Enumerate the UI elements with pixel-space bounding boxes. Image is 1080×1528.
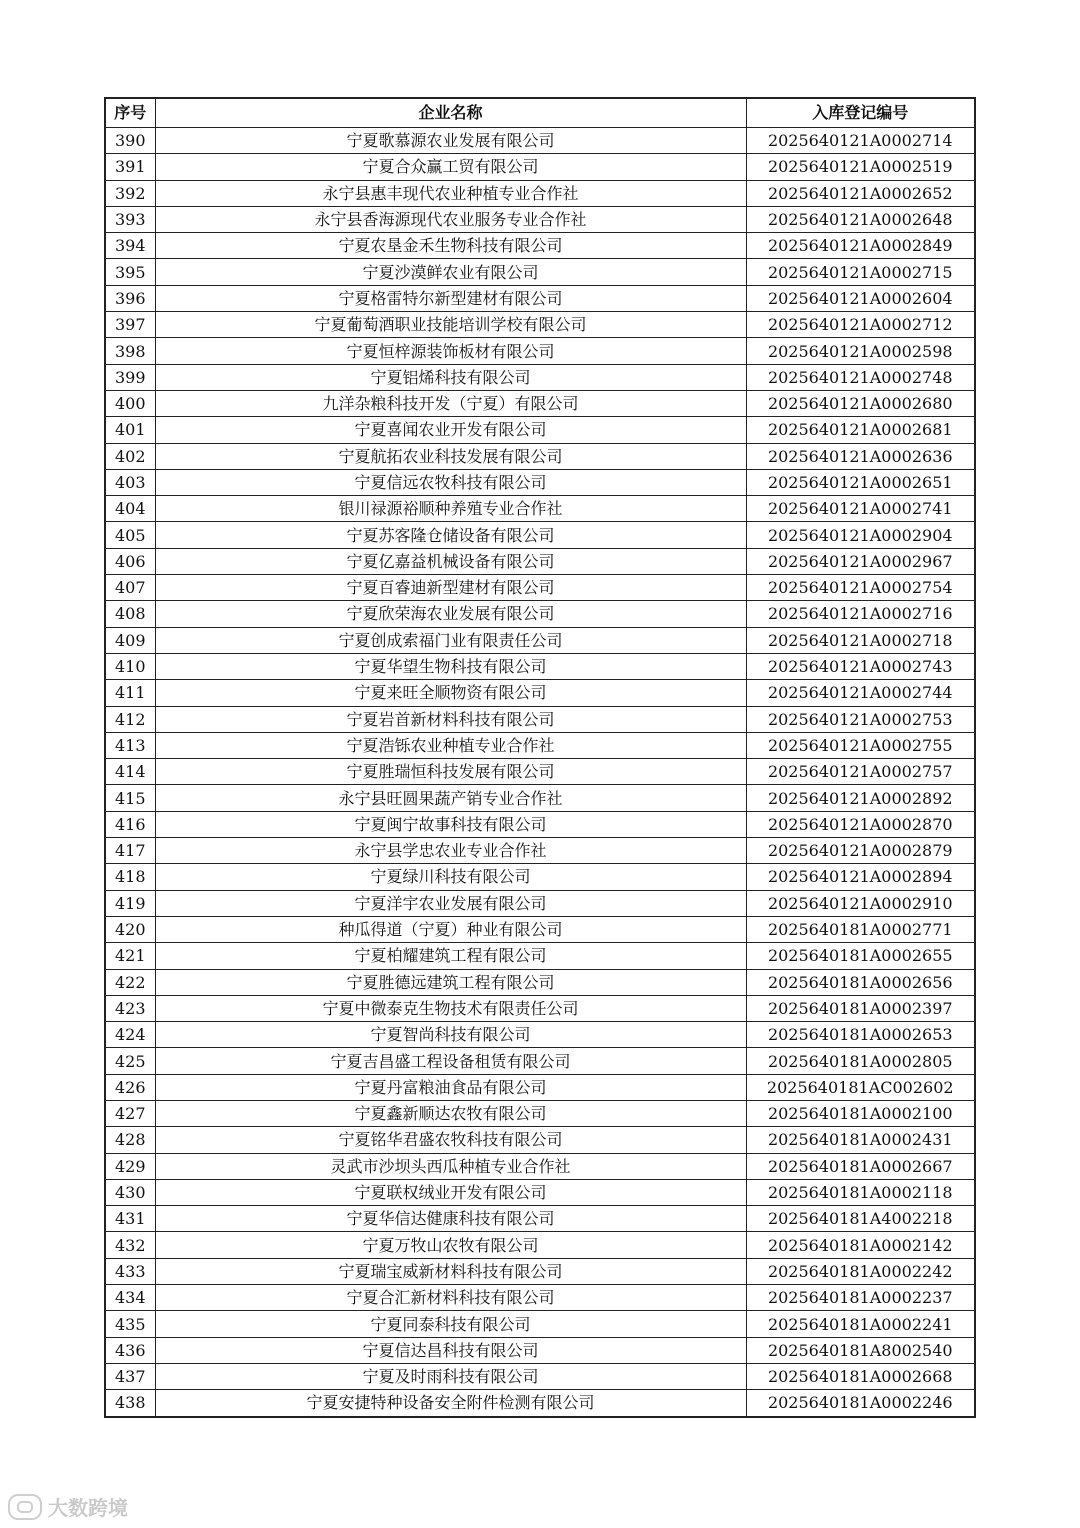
cell-company-name: 宁夏农垦金禾生物科技有限公司 xyxy=(155,233,746,259)
cell-index: 432 xyxy=(105,1232,155,1258)
cell-company-name: 宁夏合汇新材料科技有限公司 xyxy=(155,1285,746,1311)
cell-index: 412 xyxy=(105,706,155,732)
cell-index: 418 xyxy=(105,864,155,890)
cell-company-name: 宁夏瑞宝威新材料科技有限公司 xyxy=(155,1258,746,1284)
cell-registration-number: 2025640181A0002118 xyxy=(746,1179,975,1205)
cell-company-name: 宁夏铭华君盛农牧科技有限公司 xyxy=(155,1127,746,1153)
table-row xyxy=(105,1127,975,1153)
watermark xyxy=(8,1492,128,1521)
cell-company-name: 宁夏航拓农业科技发展有限公司 xyxy=(155,443,746,469)
cell-registration-number: 2025640121A0002519 xyxy=(746,154,975,180)
cell-index: 411 xyxy=(105,680,155,706)
cell-index: 414 xyxy=(105,759,155,785)
cell-index: 430 xyxy=(105,1179,155,1205)
cell-company-name: 宁夏联权绒业开发有限公司 xyxy=(155,1179,746,1205)
cell-registration-number: 2025640121A0002744 xyxy=(746,680,975,706)
cell-registration-number: 2025640121A0002712 xyxy=(746,312,975,338)
cell-company-name: 宁夏信达昌科技有限公司 xyxy=(155,1337,746,1363)
table-row xyxy=(105,128,975,154)
table-row xyxy=(105,259,975,285)
cell-registration-number: 2025640121A0002636 xyxy=(746,443,975,469)
cell-index: 423 xyxy=(105,995,155,1021)
cell-registration-number: 2025640121A0002894 xyxy=(746,864,975,890)
brand-logo-icon xyxy=(8,1494,42,1520)
cell-company-name: 永宁县旺圆果蔬产销专业合作社 xyxy=(155,785,746,811)
cell-index: 415 xyxy=(105,785,155,811)
cell-registration-number: 2025640121A0002681 xyxy=(746,417,975,443)
cell-registration-number: 2025640121A0002714 xyxy=(746,128,975,154)
cell-company-name: 宁夏同泰科技有限公司 xyxy=(155,1311,746,1337)
table-row xyxy=(105,1022,975,1048)
cell-index: 395 xyxy=(105,259,155,285)
cell-index: 410 xyxy=(105,653,155,679)
cell-company-name: 宁夏格雷特尔新型建材有限公司 xyxy=(155,285,746,311)
table-row xyxy=(105,1363,975,1389)
table-row xyxy=(105,1206,975,1232)
table-row xyxy=(105,338,975,364)
cell-registration-number: 2025640181A0002805 xyxy=(746,1048,975,1074)
table-row xyxy=(105,627,975,653)
table-row xyxy=(105,1048,975,1074)
cell-index: 400 xyxy=(105,390,155,416)
cell-index: 394 xyxy=(105,233,155,259)
cell-index: 427 xyxy=(105,1100,155,1126)
cell-registration-number: 2025640181A0002100 xyxy=(746,1100,975,1126)
cell-registration-number: 2025640121A0002598 xyxy=(746,338,975,364)
table-row xyxy=(105,1258,975,1284)
cell-index: 429 xyxy=(105,1153,155,1179)
cell-registration-number: 2025640121A0002716 xyxy=(746,601,975,627)
table-row xyxy=(105,522,975,548)
cell-registration-number: 2025640121A0002651 xyxy=(746,469,975,495)
table-row xyxy=(105,312,975,338)
cell-index: 409 xyxy=(105,627,155,653)
column-header-registration-number: 入库登记编号 xyxy=(746,98,975,128)
cell-index: 436 xyxy=(105,1337,155,1363)
cell-company-name: 宁夏来旺全顺物资有限公司 xyxy=(155,680,746,706)
cell-company-name: 宁夏柏耀建筑工程有限公司 xyxy=(155,943,746,969)
cell-index: 404 xyxy=(105,496,155,522)
table-row xyxy=(105,496,975,522)
cell-index: 425 xyxy=(105,1048,155,1074)
cell-company-name: 宁夏吉昌盛工程设备租赁有限公司 xyxy=(155,1048,746,1074)
cell-index: 408 xyxy=(105,601,155,627)
table-row xyxy=(105,838,975,864)
table-row xyxy=(105,364,975,390)
cell-company-name: 永宁县惠丰现代农业种植专业合作社 xyxy=(155,180,746,206)
cell-index: 434 xyxy=(105,1285,155,1311)
cell-index: 421 xyxy=(105,943,155,969)
cell-registration-number: 2025640121A0002604 xyxy=(746,285,975,311)
cell-company-name: 宁夏胜德远建筑工程有限公司 xyxy=(155,969,746,995)
cell-registration-number: 2025640121A0002904 xyxy=(746,522,975,548)
cell-company-name: 宁夏葡萄酒职业技能培训学校有限公司 xyxy=(155,312,746,338)
cell-index: 426 xyxy=(105,1074,155,1100)
cell-index: 435 xyxy=(105,1311,155,1337)
cell-registration-number: 2025640121A0002892 xyxy=(746,785,975,811)
cell-company-name: 永宁县香海源现代农业服务专业合作社 xyxy=(155,206,746,232)
table-row xyxy=(105,1100,975,1126)
cell-company-name: 种瓜得道（宁夏）种业有限公司 xyxy=(155,916,746,942)
cell-company-name: 宁夏喜闻农业开发有限公司 xyxy=(155,417,746,443)
cell-company-name: 宁夏铝烯科技有限公司 xyxy=(155,364,746,390)
table-row xyxy=(105,1337,975,1363)
cell-index: 417 xyxy=(105,838,155,864)
cell-company-name: 宁夏及时雨科技有限公司 xyxy=(155,1363,746,1389)
table-row xyxy=(105,443,975,469)
column-header-index: 序号 xyxy=(105,98,155,128)
cell-index: 433 xyxy=(105,1258,155,1284)
table-row xyxy=(105,785,975,811)
table-row xyxy=(105,1390,975,1417)
cell-registration-number: 2025640181A0002656 xyxy=(746,969,975,995)
cell-registration-number: 2025640121A0002741 xyxy=(746,496,975,522)
cell-registration-number: 2025640121A0002680 xyxy=(746,390,975,416)
cell-company-name: 宁夏欣荣海农业发展有限公司 xyxy=(155,601,746,627)
cell-registration-number: 2025640181A0002431 xyxy=(746,1127,975,1153)
cell-company-name: 宁夏闽宁故事科技有限公司 xyxy=(155,811,746,837)
cell-registration-number: 2025640121A0002718 xyxy=(746,627,975,653)
cell-index: 413 xyxy=(105,732,155,758)
cell-company-name: 宁夏鑫新顺达农牧有限公司 xyxy=(155,1100,746,1126)
table-row xyxy=(105,285,975,311)
table-row xyxy=(105,706,975,732)
cell-company-name: 宁夏华信达健康科技有限公司 xyxy=(155,1206,746,1232)
cell-company-name: 宁夏沙漠鲜农业有限公司 xyxy=(155,259,746,285)
cell-index: 391 xyxy=(105,154,155,180)
table-row xyxy=(105,390,975,416)
cell-index: 405 xyxy=(105,522,155,548)
table-row xyxy=(105,864,975,890)
cell-registration-number: 2025640181A4002218 xyxy=(746,1206,975,1232)
table-row xyxy=(105,759,975,785)
cell-index: 407 xyxy=(105,575,155,601)
cell-registration-number: 2025640181A0002771 xyxy=(746,916,975,942)
cell-index: 431 xyxy=(105,1206,155,1232)
table-row xyxy=(105,1311,975,1337)
table-row xyxy=(105,653,975,679)
cell-index: 397 xyxy=(105,312,155,338)
table-row xyxy=(105,916,975,942)
cell-company-name: 永宁县学忠农业专业合作社 xyxy=(155,838,746,864)
table-row xyxy=(105,943,975,969)
table-row xyxy=(105,206,975,232)
cell-registration-number: 2025640181A0002667 xyxy=(746,1153,975,1179)
cell-company-name: 灵武市沙坝头西瓜种植专业合作社 xyxy=(155,1153,746,1179)
cell-index: 424 xyxy=(105,1022,155,1048)
cell-registration-number: 2025640181A0002246 xyxy=(746,1390,975,1417)
table-row xyxy=(105,890,975,916)
table-row xyxy=(105,732,975,758)
cell-index: 393 xyxy=(105,206,155,232)
table-row xyxy=(105,1232,975,1258)
cell-registration-number: 2025640121A0002849 xyxy=(746,233,975,259)
table-row xyxy=(105,680,975,706)
cell-company-name: 九洋杂粮科技开发（宁夏）有限公司 xyxy=(155,390,746,416)
enterprise-registry-table xyxy=(104,97,976,1418)
cell-registration-number: 2025640121A0002743 xyxy=(746,653,975,679)
cell-index: 437 xyxy=(105,1363,155,1389)
cell-index: 419 xyxy=(105,890,155,916)
cell-company-name: 宁夏浩铄农业种植专业合作社 xyxy=(155,732,746,758)
cell-index: 422 xyxy=(105,969,155,995)
cell-registration-number: 2025640181A0002241 xyxy=(746,1311,975,1337)
table-row xyxy=(105,154,975,180)
cell-registration-number: 2025640181A8002540 xyxy=(746,1337,975,1363)
cell-index: 392 xyxy=(105,180,155,206)
cell-company-name: 宁夏胜瑞恒科技发展有限公司 xyxy=(155,759,746,785)
table-row xyxy=(105,1179,975,1205)
cell-index: 406 xyxy=(105,548,155,574)
cell-index: 438 xyxy=(105,1390,155,1417)
table-row xyxy=(105,1153,975,1179)
cell-registration-number: 2025640121A0002748 xyxy=(746,364,975,390)
table-row xyxy=(105,601,975,627)
cell-registration-number: 2025640121A0002879 xyxy=(746,838,975,864)
cell-company-name: 宁夏恒梓源装饰板材有限公司 xyxy=(155,338,746,364)
table-row xyxy=(105,233,975,259)
cell-company-name: 宁夏洋宇农业发展有限公司 xyxy=(155,890,746,916)
cell-company-name: 银川禄源裕顺种养殖专业合作社 xyxy=(155,496,746,522)
cell-index: 401 xyxy=(105,417,155,443)
table-row xyxy=(105,1074,975,1100)
cell-registration-number: 2025640121A0002870 xyxy=(746,811,975,837)
cell-registration-number: 2025640121A0002753 xyxy=(746,706,975,732)
cell-company-name: 宁夏创成索福门业有限责任公司 xyxy=(155,627,746,653)
cell-registration-number: 2025640181A0002397 xyxy=(746,995,975,1021)
cell-registration-number: 2025640121A0002757 xyxy=(746,759,975,785)
cell-registration-number: 2025640121A0002967 xyxy=(746,548,975,574)
cell-registration-number: 2025640181A0002142 xyxy=(746,1232,975,1258)
cell-company-name: 宁夏亿嘉益机械设备有限公司 xyxy=(155,548,746,574)
cell-index: 420 xyxy=(105,916,155,942)
table-row xyxy=(105,575,975,601)
cell-index: 428 xyxy=(105,1127,155,1153)
cell-company-name: 宁夏万牧山农牧有限公司 xyxy=(155,1232,746,1258)
cell-company-name: 宁夏岩首新材料科技有限公司 xyxy=(155,706,746,732)
cell-company-name: 宁夏华望生物科技有限公司 xyxy=(155,653,746,679)
column-header-name: 企业名称 xyxy=(155,98,746,128)
cell-company-name: 宁夏百睿迪新型建材有限公司 xyxy=(155,575,746,601)
cell-index: 403 xyxy=(105,469,155,495)
cell-registration-number: 2025640121A0002755 xyxy=(746,732,975,758)
cell-registration-number: 2025640181A0002653 xyxy=(746,1022,975,1048)
table-row xyxy=(105,417,975,443)
cell-company-name: 宁夏安捷特种设备安全附件检测有限公司 xyxy=(155,1390,746,1417)
cell-registration-number: 2025640121A0002754 xyxy=(746,575,975,601)
cell-registration-number: 2025640181A0002668 xyxy=(746,1363,975,1389)
cell-company-name: 宁夏信远农牧科技有限公司 xyxy=(155,469,746,495)
cell-company-name: 宁夏智尚科技有限公司 xyxy=(155,1022,746,1048)
table-row xyxy=(105,995,975,1021)
table-row xyxy=(105,969,975,995)
cell-company-name: 宁夏中微泰克生物技术有限责任公司 xyxy=(155,995,746,1021)
cell-index: 396 xyxy=(105,285,155,311)
table-row xyxy=(105,180,975,206)
cell-company-name: 宁夏丹富粮油食品有限公司 xyxy=(155,1074,746,1100)
cell-index: 402 xyxy=(105,443,155,469)
cell-registration-number: 2025640121A0002715 xyxy=(746,259,975,285)
cell-index: 390 xyxy=(105,128,155,154)
cell-company-name: 宁夏绿川科技有限公司 xyxy=(155,864,746,890)
table-body xyxy=(105,128,975,1417)
cell-registration-number: 2025640121A0002652 xyxy=(746,180,975,206)
watermark-text: 大数跨境 xyxy=(48,1496,128,1520)
cell-registration-number: 2025640181AC002602 xyxy=(746,1074,975,1100)
table-header-row xyxy=(105,98,975,128)
cell-company-name: 宁夏苏客隆仓储设备有限公司 xyxy=(155,522,746,548)
cell-index: 399 xyxy=(105,364,155,390)
cell-registration-number: 2025640121A0002648 xyxy=(746,206,975,232)
table-row xyxy=(105,548,975,574)
cell-registration-number: 2025640121A0002910 xyxy=(746,890,975,916)
cell-registration-number: 2025640181A0002655 xyxy=(746,943,975,969)
cell-registration-number: 2025640181A0002237 xyxy=(746,1285,975,1311)
cell-company-name: 宁夏歌慕源农业发展有限公司 xyxy=(155,128,746,154)
table-row xyxy=(105,811,975,837)
cell-registration-number: 2025640181A0002242 xyxy=(746,1258,975,1284)
cell-index: 398 xyxy=(105,338,155,364)
table-row xyxy=(105,1285,975,1311)
cell-index: 416 xyxy=(105,811,155,837)
table-row xyxy=(105,469,975,495)
cell-company-name: 宁夏合众赢工贸有限公司 xyxy=(155,154,746,180)
